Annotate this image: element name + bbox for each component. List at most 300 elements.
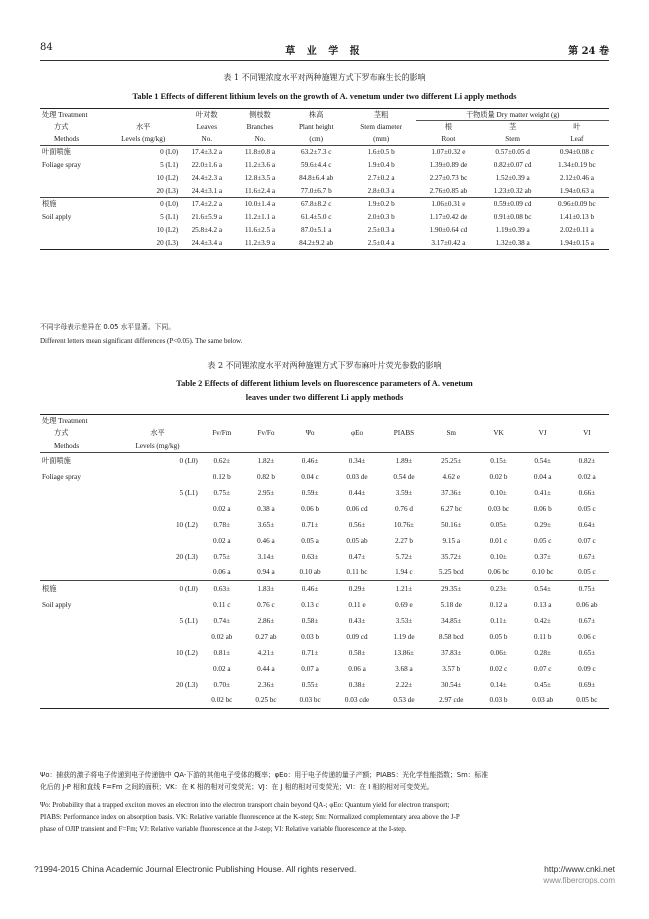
table1-note-en: Different letters mean significant differences (P<0.05). The same below. — [40, 337, 243, 345]
value-cell: 0.05 bc — [565, 693, 609, 709]
value-cell: 0.11 b — [533, 632, 552, 641]
table-row — [40, 198, 609, 211]
t1-branches-en2: No. — [233, 133, 286, 146]
value-cell: 1.32±0.38 a — [481, 237, 545, 250]
value-cell: 2.02±0.11 a — [559, 226, 594, 234]
t1-leaves-zh: 叶对数 — [180, 109, 233, 121]
table1-note-zh: 不同字母表示差异在 0.05 水平显著。下同。 — [40, 323, 176, 331]
t1-leaves-en2: No. — [180, 133, 233, 146]
value-cell: 0.46± — [301, 456, 319, 465]
value-cell: 0.05± — [490, 520, 507, 529]
value-cell: 0.07 a — [301, 664, 319, 673]
value-cell: 8.58 bcd — [438, 632, 464, 641]
level-cell: 0 (L0) — [160, 200, 179, 209]
value-cell: 3.57 b — [442, 664, 461, 673]
value-cell: 1.34±0.19 bc — [558, 161, 596, 169]
table-row — [40, 597, 609, 613]
value-cell: 0.07 c — [533, 664, 552, 673]
value-cell: 4.21± — [257, 648, 275, 657]
value-cell: 3.14± — [257, 552, 275, 561]
level-cell: 5 (L1) — [179, 616, 198, 625]
value-cell: 61.4±5.0 c — [300, 213, 332, 221]
value-cell: 0.34± — [348, 456, 366, 465]
value-cell: 0.43± — [348, 616, 366, 625]
volume-label: 第 24 卷 — [568, 46, 609, 57]
value-cell: 0.06± — [490, 648, 507, 657]
column-header: Fv/Fm — [212, 429, 232, 437]
t1-leaf-en: Leaf — [545, 133, 609, 146]
value-cell: 0.10 bc — [521, 565, 565, 581]
value-cell: 0.63± — [301, 552, 319, 561]
value-cell: 0.65± — [578, 648, 596, 657]
table2-caption-en2: leaves under two different Li apply methods — [245, 393, 404, 402]
value-cell: 2.5±0.3 a — [367, 226, 395, 234]
value-cell: 0.94 a — [244, 565, 288, 581]
table-row — [40, 185, 609, 198]
value-cell: 0.06 ab — [576, 600, 598, 609]
header-rule — [40, 60, 609, 61]
value-cell: 1.17±0.42 de — [429, 213, 468, 221]
value-cell: 17.4±2.2 a — [191, 200, 223, 209]
value-cell: 0.69 e — [395, 600, 413, 609]
value-cell: 0.96±0.09 bc — [558, 200, 596, 209]
value-cell: 24.4±3.4 a — [180, 237, 233, 250]
t1-height-en1: Plant height — [298, 122, 334, 131]
value-cell: 0.67± — [578, 552, 596, 561]
t1-leaves-en1: Leaves — [196, 122, 217, 131]
value-cell: 0.81± — [213, 648, 231, 657]
value-cell: 25.8±4.2 a — [191, 226, 223, 234]
level-cell: 0 (L0) — [179, 584, 198, 593]
value-cell: 1.6±0.5 b — [367, 148, 395, 157]
method-label-zh: 根施 — [42, 584, 57, 593]
value-cell: 35.72± — [441, 552, 462, 561]
value-cell: 3.68 a — [395, 664, 413, 673]
t2-treatment-head: 处理 Treatment — [40, 415, 200, 427]
value-cell: 0.38± — [348, 680, 366, 689]
t1-method-zh: 方式 — [54, 122, 69, 131]
value-cell: 5.18 de — [440, 600, 462, 609]
table2-caption-zh: 表 2 不同锂浓度水平对两种施锂方式下罗布麻叶片荧光参数的影响 — [207, 361, 442, 370]
value-cell: 0.06 b — [301, 504, 320, 513]
value-cell: 0.64± — [578, 520, 596, 529]
value-cell: 0.06 c — [578, 632, 596, 641]
table1 — [40, 108, 609, 250]
value-cell: 2.0±0.3 b — [367, 213, 395, 221]
value-cell: 0.04 c — [301, 472, 319, 481]
value-cell: 1.9±0.4 b — [367, 161, 395, 169]
value-cell: 0.06 b — [533, 504, 552, 513]
table-row — [40, 533, 609, 549]
value-cell: 0.94±0.08 c — [559, 148, 594, 157]
value-cell: 0.07 c — [578, 536, 596, 545]
value-cell: 30.54± — [441, 680, 462, 689]
value-cell: 11.6±2.5 a — [244, 226, 276, 234]
table-row — [40, 159, 609, 172]
value-cell: 11.2±1.1 a — [244, 213, 276, 221]
value-cell: 0.03 bc — [288, 693, 332, 709]
value-cell: 0.02 b — [489, 472, 508, 481]
t1-height-en2: (cm) — [287, 133, 346, 146]
value-cell: 1.41±0.13 b — [559, 213, 595, 221]
value-cell: 11.2±3.9 a — [233, 237, 286, 250]
value-cell: 0.05 c — [578, 504, 596, 513]
value-cell: 2.12±0.46 a — [559, 174, 594, 182]
value-cell: 2.5±0.4 a — [346, 237, 416, 250]
t2-level-en: Levels (mg/kg) — [115, 440, 199, 453]
copyright-text: ?1994-2015 China Academic Journal Electronic Publishing House. All rights reserved. — [34, 864, 357, 874]
value-cell: 2.95± — [257, 488, 275, 497]
value-cell: 1.23±0.32 ab — [481, 185, 545, 198]
method-label-en: Foliage spray — [42, 472, 81, 481]
level-cell: 20 (L3) — [175, 552, 198, 561]
table-row — [40, 565, 609, 581]
value-cell: 0.09 c — [578, 664, 596, 673]
value-cell: 0.29± — [348, 584, 366, 593]
table-row — [40, 172, 609, 185]
value-cell: 0.13 c — [301, 600, 319, 609]
t1-root-en: Root — [416, 133, 480, 146]
table-row — [40, 453, 609, 469]
column-header: VI — [583, 429, 591, 437]
value-cell: 0.02 a — [578, 472, 596, 481]
t1-height-zh: 株高 — [287, 109, 346, 121]
t2-method-en: Methods — [40, 440, 115, 453]
value-cell: 0.15± — [490, 456, 507, 465]
value-cell: 1.82± — [257, 456, 275, 465]
value-cell: 0.74± — [213, 616, 231, 625]
value-cell: 0.91±0.08 bc — [493, 213, 532, 221]
value-cell: 1.94±0.15 a — [545, 237, 609, 250]
table-row — [40, 693, 609, 709]
value-cell: 2.27 b — [394, 536, 413, 545]
value-cell: 0.63± — [213, 584, 231, 593]
value-cell: 0.03 b — [476, 693, 520, 709]
value-cell: 0.10 ab — [288, 565, 332, 581]
level-cell: 20 (L3) — [106, 237, 180, 250]
t1-branches-en1: Branches — [246, 122, 274, 131]
value-cell: 2.76±0.85 ab — [416, 185, 480, 198]
value-cell: 0.38 a — [257, 504, 275, 513]
table2-caption-en1: Table 2 Effects of different lithium levels on fluorescence parameters of A. venetum — [176, 379, 473, 388]
value-cell: 0.75± — [213, 488, 231, 497]
value-cell: 0.06 cd — [346, 504, 368, 513]
table-row — [40, 224, 609, 237]
value-cell: 3.59± — [395, 488, 413, 497]
watermark-text: www.fibercrops.com — [543, 876, 615, 885]
value-cell: 87.0±5.1 a — [300, 226, 332, 234]
value-cell: 84.8±6.4 ab — [299, 174, 334, 182]
value-cell: 0.58± — [348, 648, 366, 657]
level-cell: 10 (L2) — [156, 174, 179, 182]
value-cell: 11.6±2.4 a — [233, 185, 286, 198]
value-cell: 1.19±0.39 a — [495, 226, 530, 234]
value-cell: 0.57±0.05 d — [495, 148, 530, 157]
value-cell: 0.46± — [301, 584, 319, 593]
value-cell: 0.59± — [301, 488, 319, 497]
t1-stem-en1: Stem diameter — [360, 122, 402, 131]
level-cell: 0 (L0) — [160, 148, 179, 157]
table-row — [40, 485, 609, 501]
value-cell: 0.01 c — [489, 536, 508, 545]
value-cell: 3.17±0.42 a — [416, 237, 480, 250]
value-cell: 24.4±3.1 a — [180, 185, 233, 198]
value-cell: 0.46 a — [257, 536, 275, 545]
column-header: Ψo — [305, 429, 315, 437]
method-label-en: Soil apply — [42, 213, 72, 221]
column-header: VK — [493, 429, 504, 437]
t1-stemw-zh: 茎 — [509, 122, 517, 131]
page-number: 84 — [40, 42, 53, 53]
value-cell: 0.23± — [490, 584, 507, 593]
table1-caption-zh: 表 1 不同锂浓度水平对两种施锂方式下罗布麻生长的影响 — [223, 73, 426, 82]
value-cell: 0.37± — [534, 552, 551, 561]
value-cell: 0.03 de — [346, 472, 368, 481]
table-row — [40, 581, 609, 597]
value-cell: 1.52±0.39 a — [495, 174, 530, 182]
table2 — [40, 414, 609, 709]
value-cell: 0.02 ab — [211, 632, 233, 641]
level-cell: 10 (L2) — [156, 226, 179, 234]
table2-note-zh-2: 化后的 J-P 相和直线 F=Fm 之间的面积；VK：在 K 相的相对可变荧光；VJ：在 J 相的相对可变荧光；VI：在 I 相的相对可变荧光。 — [40, 783, 434, 791]
method-label-en: Foliage spray — [42, 161, 81, 169]
value-cell: 10.76± — [393, 520, 414, 529]
value-cell: 0.11 e — [348, 600, 366, 609]
value-cell: 0.05 c — [565, 565, 609, 581]
value-cell: 0.82 b — [256, 472, 275, 481]
value-cell: 0.12 a — [489, 600, 508, 609]
value-cell: 0.42± — [534, 616, 551, 625]
cnki-link[interactable]: http://www.cnki.net — [544, 864, 615, 874]
value-cell: 2.97 cde — [426, 693, 476, 709]
value-cell: 12.8±3.5 a — [244, 174, 276, 182]
value-cell: 0.11 bc — [332, 565, 382, 581]
value-cell: 0.75± — [213, 552, 231, 561]
t1-stem-zh: 茎粗 — [346, 109, 416, 121]
level-cell: 10 (L2) — [175, 520, 198, 529]
value-cell: 84.2±9.2 ab — [287, 237, 346, 250]
table-row — [40, 146, 609, 159]
value-cell: 77.0±6.7 b — [287, 185, 346, 198]
method-label-zh: 叶面喷施 — [42, 148, 71, 157]
value-cell: 2.86± — [257, 616, 275, 625]
table1-caption-en: Table 1 Effects of different lithium levels on the growth of A. venetum under two different Li apply methods — [132, 92, 517, 101]
value-cell: 0.54± — [534, 584, 551, 593]
t2-method-zh: 方式 — [54, 429, 69, 437]
method-label-zh: 叶面喷施 — [42, 456, 71, 465]
t1-stemw-en: Stem — [481, 133, 545, 146]
value-cell: 0.12 b — [212, 472, 231, 481]
value-cell: 1.19 de — [393, 632, 415, 641]
t1-level-en: Levels (mg/kg) — [106, 133, 180, 146]
value-cell: 0.09 cd — [346, 632, 368, 641]
value-cell: 0.28± — [534, 648, 551, 657]
value-cell: 37.83± — [441, 648, 462, 657]
value-cell: 2.36± — [257, 680, 275, 689]
value-cell: 0.10± — [490, 488, 507, 497]
value-cell: 0.29± — [534, 520, 551, 529]
value-cell: 0.05 c — [533, 536, 552, 545]
value-cell: 0.04 a — [533, 472, 552, 481]
table-row — [40, 549, 609, 565]
value-cell: 59.6±4.4 c — [300, 161, 332, 169]
value-cell: 25.25± — [441, 456, 462, 465]
value-cell: 0.03 ab — [521, 693, 565, 709]
value-cell: 22.0±1.6 a — [191, 161, 223, 169]
value-cell: 0.06 a — [348, 664, 366, 673]
table2-note-en-3: phase of OJIP transient and F=Fm; VJ: Relative variable fluorescence at the J-step; VI: Relative variable fluorescence at the I-step. — [40, 825, 407, 833]
table-row — [40, 613, 609, 629]
value-cell: 0.27 ab — [255, 632, 277, 641]
value-cell: 0.66± — [578, 488, 596, 497]
value-cell: 2.8±0.3 a — [346, 185, 416, 198]
value-cell: 2.27±0.73 bc — [429, 174, 468, 182]
value-cell: 1.89± — [395, 456, 413, 465]
level-cell: 20 (L3) — [175, 680, 198, 689]
value-cell: 13.86± — [393, 648, 414, 657]
value-cell: 2.22± — [395, 680, 413, 689]
value-cell: 34.85± — [441, 616, 462, 625]
value-cell: 0.82±0.07 cd — [493, 161, 532, 169]
value-cell: 0.58± — [301, 616, 319, 625]
value-cell: 0.78± — [213, 520, 231, 529]
value-cell: 17.4±3.2 a — [191, 148, 223, 157]
value-cell: 0.54± — [534, 456, 551, 465]
t1-level-zh: 水平 — [135, 122, 151, 131]
value-cell: 0.05 ab — [346, 536, 368, 545]
value-cell: 9.15 a — [442, 536, 461, 545]
t1-dry-head: 干物质量 Dry matter weight (g) — [416, 109, 609, 121]
table-row — [40, 237, 609, 250]
level-cell: 5 (L1) — [160, 161, 179, 169]
level-cell: 10 (L2) — [175, 648, 198, 657]
value-cell: 0.02 a — [213, 664, 231, 673]
t1-branches-zh: 侧枝数 — [233, 109, 286, 121]
value-cell: 0.70± — [213, 680, 231, 689]
level-cell: 0 (L0) — [179, 456, 198, 465]
value-cell: 0.11± — [490, 616, 507, 625]
value-cell: 67.8±8.2 c — [300, 200, 332, 209]
value-cell: 0.71± — [301, 520, 319, 529]
value-cell: 2.7±0.2 a — [367, 174, 395, 182]
column-header: Sm — [446, 429, 457, 437]
value-cell: 0.05 a — [301, 536, 319, 545]
value-cell: 0.02 a — [213, 536, 231, 545]
value-cell: 0.69± — [578, 680, 596, 689]
column-header: VJ — [538, 429, 547, 437]
value-cell: 3.53± — [395, 616, 413, 625]
value-cell: 0.55± — [301, 680, 319, 689]
value-cell: 3.65± — [257, 520, 275, 529]
level-cell: 5 (L1) — [179, 488, 198, 497]
table-row — [40, 469, 609, 485]
table2-note-en-1: Ψo: Probability that a trapped exciton moves an electron into the electron transport chain beyond QA-; φEo: Quantum yield for electron transport; — [40, 801, 450, 809]
value-cell: 0.56± — [348, 520, 366, 529]
table2-note-zh-1: Ψo：捕获的激子将电子传递到电子传递链中 QA-下游的其他电子受体的概率；φEo：用于电子传递的量子产额；PIABS：光化学性能指数；Sm：标准 — [40, 771, 489, 779]
value-cell: 0.44± — [348, 488, 366, 497]
table-row — [40, 661, 609, 677]
value-cell: 21.6±5.9 a — [191, 213, 223, 221]
value-cell: 0.67± — [578, 616, 596, 625]
value-cell: 0.53 de — [382, 693, 426, 709]
value-cell: 0.25 bc — [244, 693, 288, 709]
table-row — [40, 501, 609, 517]
value-cell: 0.02 a — [213, 504, 231, 513]
value-cell: 0.76 d — [394, 504, 413, 513]
t1-treatment-head: 处理 Treatment — [40, 109, 180, 121]
value-cell: 11.2±3.6 a — [244, 161, 276, 169]
value-cell: 0.71± — [301, 648, 319, 657]
value-cell: 0.54 de — [393, 472, 415, 481]
column-header: Fv/Fo — [257, 429, 275, 437]
level-cell: 20 (L3) — [106, 185, 180, 198]
running-header — [40, 42, 609, 58]
value-cell: 1.06±0.31 e — [431, 200, 466, 209]
value-cell: 11.8±0.8 a — [244, 148, 276, 157]
value-cell: 1.83± — [257, 584, 275, 593]
value-cell: 4.62 e — [442, 472, 461, 481]
value-cell: 0.41± — [534, 488, 551, 497]
value-cell: 5.72± — [395, 552, 413, 561]
value-cell: 37.36± — [441, 488, 462, 497]
value-cell: 1.07±0.32 e — [431, 148, 466, 157]
value-cell: 0.03 b — [301, 632, 320, 641]
column-header: φEo — [350, 429, 364, 437]
value-cell: 0.02 bc — [200, 693, 244, 709]
value-cell: 0.06 bc — [476, 565, 520, 581]
value-cell: 1.9±0.2 b — [367, 200, 395, 209]
value-cell: 50.16± — [441, 520, 462, 529]
t1-method-en: Methods — [40, 133, 106, 146]
value-cell: 0.59±0.09 cd — [493, 200, 532, 209]
value-cell: 0.03 bc — [487, 504, 510, 513]
value-cell: 0.75± — [578, 584, 596, 593]
t1-leaf-zh: 叶 — [573, 122, 581, 131]
table-row — [40, 645, 609, 661]
value-cell: 1.94 c — [382, 565, 426, 581]
value-cell: 63.2±7.3 c — [300, 148, 332, 157]
value-cell: 0.13 a — [533, 600, 552, 609]
value-cell: 0.14± — [490, 680, 507, 689]
value-cell: 29.35± — [441, 584, 462, 593]
t1-stem-en2: (mm) — [346, 133, 416, 146]
value-cell: 1.39±0.89 de — [429, 161, 468, 169]
method-label-en: Soil apply — [42, 600, 72, 609]
table-row — [40, 517, 609, 533]
value-cell: 0.02 c — [489, 664, 508, 673]
value-cell: 0.11 c — [213, 600, 231, 609]
value-cell: 6.27 bc — [440, 504, 462, 513]
t2-level-zh: 水平 — [150, 429, 165, 437]
method-label-zh: 根施 — [42, 200, 57, 209]
level-cell: 5 (L1) — [160, 213, 179, 221]
value-cell: 0.03 cde — [332, 693, 382, 709]
t1-root-zh: 根 — [444, 122, 453, 131]
value-cell: 0.82± — [578, 456, 596, 465]
table-row — [40, 211, 609, 224]
value-cell: 1.90±0.64 cd — [429, 226, 468, 234]
table-row — [40, 629, 609, 645]
value-cell: 0.44 a — [257, 664, 275, 673]
value-cell: 24.4±2.3 a — [191, 174, 223, 182]
table2-note-en-2: PIABS: Performance index on absorption basis. VK: Relative variable fluorescence at the K-step; Sm: Normalized complementary area above the J-P — [40, 813, 460, 821]
value-cell: 0.62± — [213, 456, 231, 465]
value-cell: 5.25 bcd — [426, 565, 476, 581]
value-cell: 0.10± — [490, 552, 507, 561]
journal-title: 草 业 学 报 — [285, 46, 364, 57]
value-cell: 0.76 c — [257, 600, 275, 609]
value-cell: 1.21± — [395, 584, 413, 593]
